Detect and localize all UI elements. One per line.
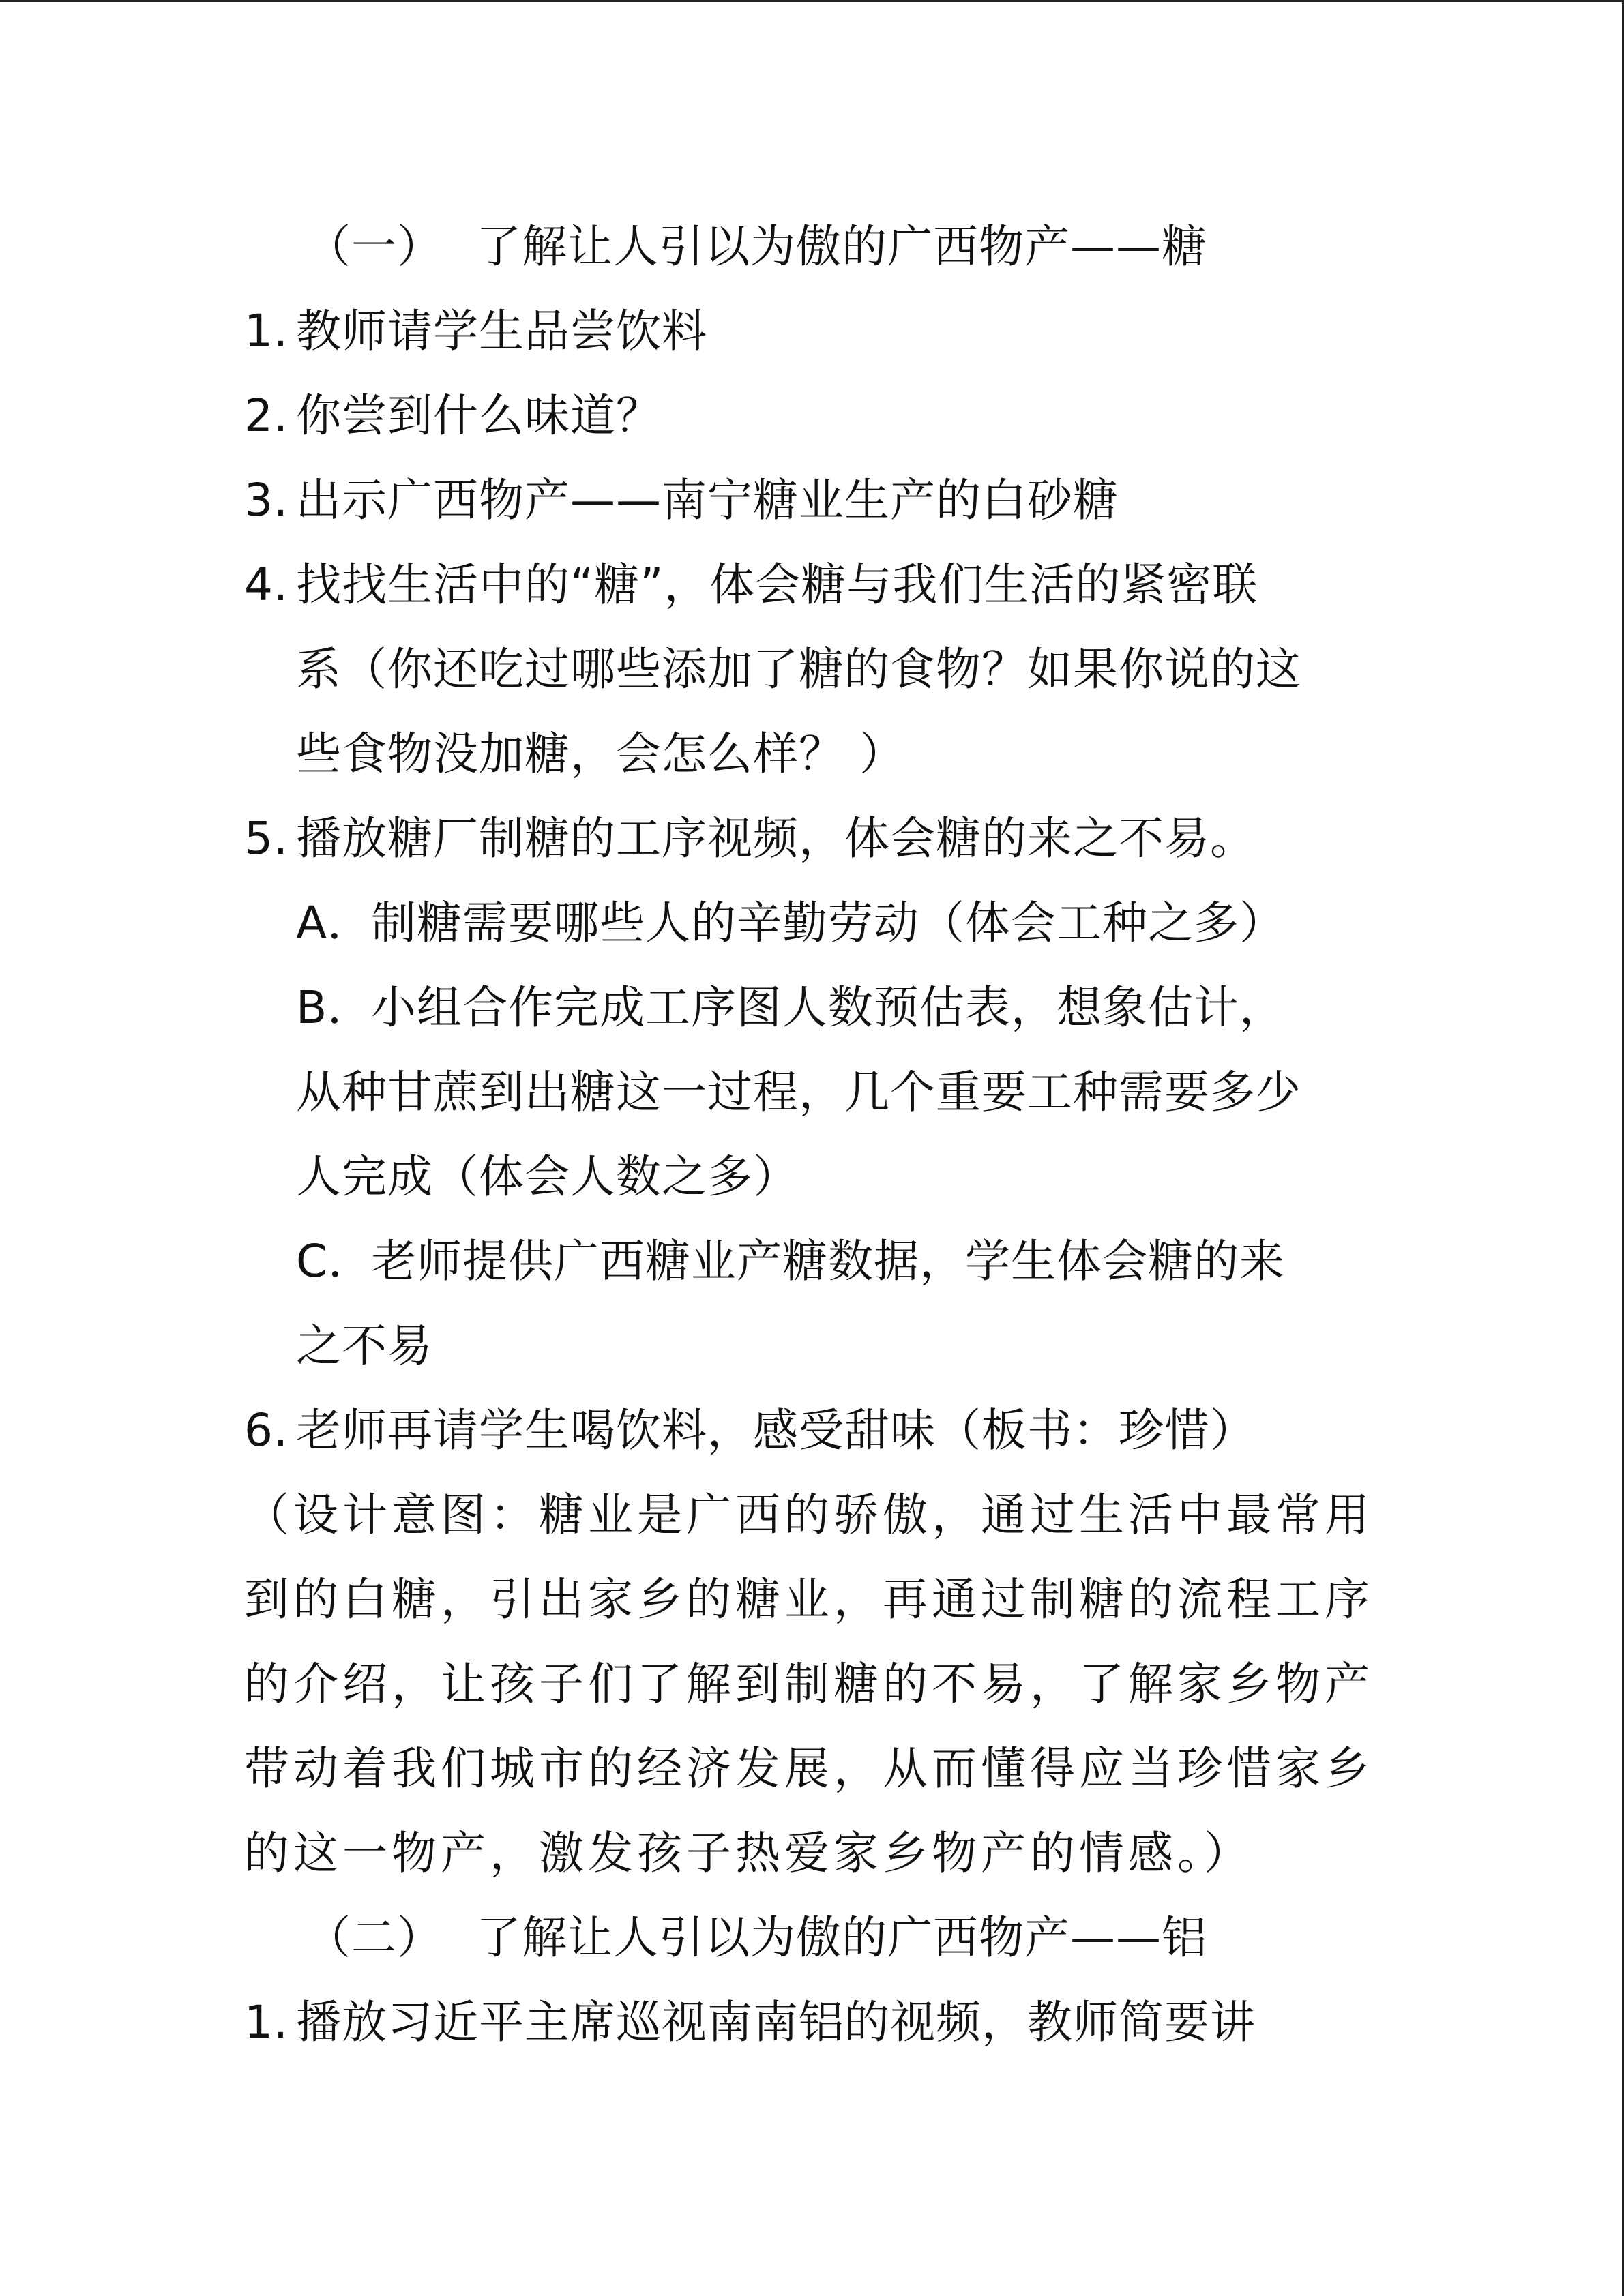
sub-item-a (244, 881, 1390, 966)
item-text: 老师再请学生喝饮料，感受甜味（板书：珍惜） (296, 1404, 1256, 1457)
sub-item-text: 老师提供广西糖业产糖数据，学生体会糖的来 (371, 1235, 1285, 1287)
item-index: 5. (244, 812, 289, 865)
item-text: 出示广西物产——南宁糖业生产的白砂糖 (296, 474, 1119, 526)
list-item-4 (244, 543, 1390, 627)
sub-item-b-continuation (244, 1135, 1390, 1219)
page-border-top (0, 0, 1624, 2)
design-note-line: 带动着我们城市的经济发展，从而懂得应当珍惜家乡 (244, 1742, 1374, 1795)
list-item-4-continuation (244, 712, 1390, 796)
item-index: 3. (244, 474, 289, 526)
sub-item-text: 制糖需要哪些人的辛勤劳动（体会工种之多） (371, 897, 1285, 949)
section-heading-1 (244, 205, 1390, 289)
section-title: 了解让人引以为傲的广西物产——铝 (476, 1911, 1207, 1964)
item-text: 播放习近平主席巡视南南铝的视频，教师简要讲 (296, 1996, 1256, 2048)
section-heading-2 (244, 1896, 1390, 1980)
document-body (244, 205, 1390, 2065)
design-note-line: 的介绍，让孩子们了解到制糖的不易，了解家乡物产 (244, 1658, 1374, 1710)
list-item-1 (244, 1980, 1390, 2065)
item-text: 些食物没加糖，会怎么样？ ） (296, 728, 905, 780)
sub-item-index: B． (296, 981, 374, 1034)
design-note-line: 到的白糖，引出家乡的糖业，再通过制糖的流程工序 (244, 1573, 1374, 1626)
section-title: 了解让人引以为傲的广西物产——糖 (476, 220, 1207, 273)
sub-item-index: A． (296, 897, 374, 949)
section-number: （一） (306, 220, 443, 273)
item-text: 播放糖厂制糖的工序视频，体会糖的来之不易。 (296, 812, 1256, 865)
list-item-6 (244, 1388, 1390, 1473)
item-index: 1. (244, 1996, 289, 2048)
sub-item-text: 之不易 (296, 1320, 433, 1372)
item-index: 2. (244, 389, 289, 442)
sub-item-c-continuation (244, 1304, 1390, 1388)
sub-item-text: 从种甘蔗到出糖这一过程，几个重要工种需要多少 (296, 1066, 1301, 1118)
list-item-3 (244, 458, 1390, 543)
sub-item-c (244, 1219, 1390, 1304)
item-index: 1. (244, 305, 289, 357)
item-text: 系（你还吃过哪些添加了糖的食物？如果你说的这 (296, 643, 1301, 696)
item-text: 找找生活中的“糖”，体会糖与我们生活的紧密联 (296, 558, 1258, 611)
sub-item-text: 人完成（体会人数之多） (296, 1150, 799, 1203)
design-note-line: 的这一物产，激发孩子热爱家乡物产的情感。） (244, 1827, 1253, 1879)
design-note-line: （设计意图：糖业是广西的骄傲，通过生活中最常用 (244, 1489, 1374, 1541)
sub-item-b-continuation (244, 1050, 1390, 1135)
item-text: 你尝到什么味道？ (296, 389, 662, 442)
list-item-2 (244, 374, 1390, 458)
item-text: 教师请学生品尝饮料 (296, 305, 707, 357)
section-number: （二） (306, 1911, 443, 1964)
sub-item-b (244, 966, 1390, 1050)
item-index: 4. (244, 558, 289, 611)
sub-item-text: 小组合作完成工序图人数预估表，想象估计， (371, 981, 1285, 1034)
list-item-4-continuation (244, 627, 1390, 712)
sub-item-index: C． (296, 1235, 374, 1287)
item-index: 6. (244, 1404, 289, 1457)
list-item-5 (244, 796, 1390, 881)
list-item-1 (244, 289, 1390, 374)
